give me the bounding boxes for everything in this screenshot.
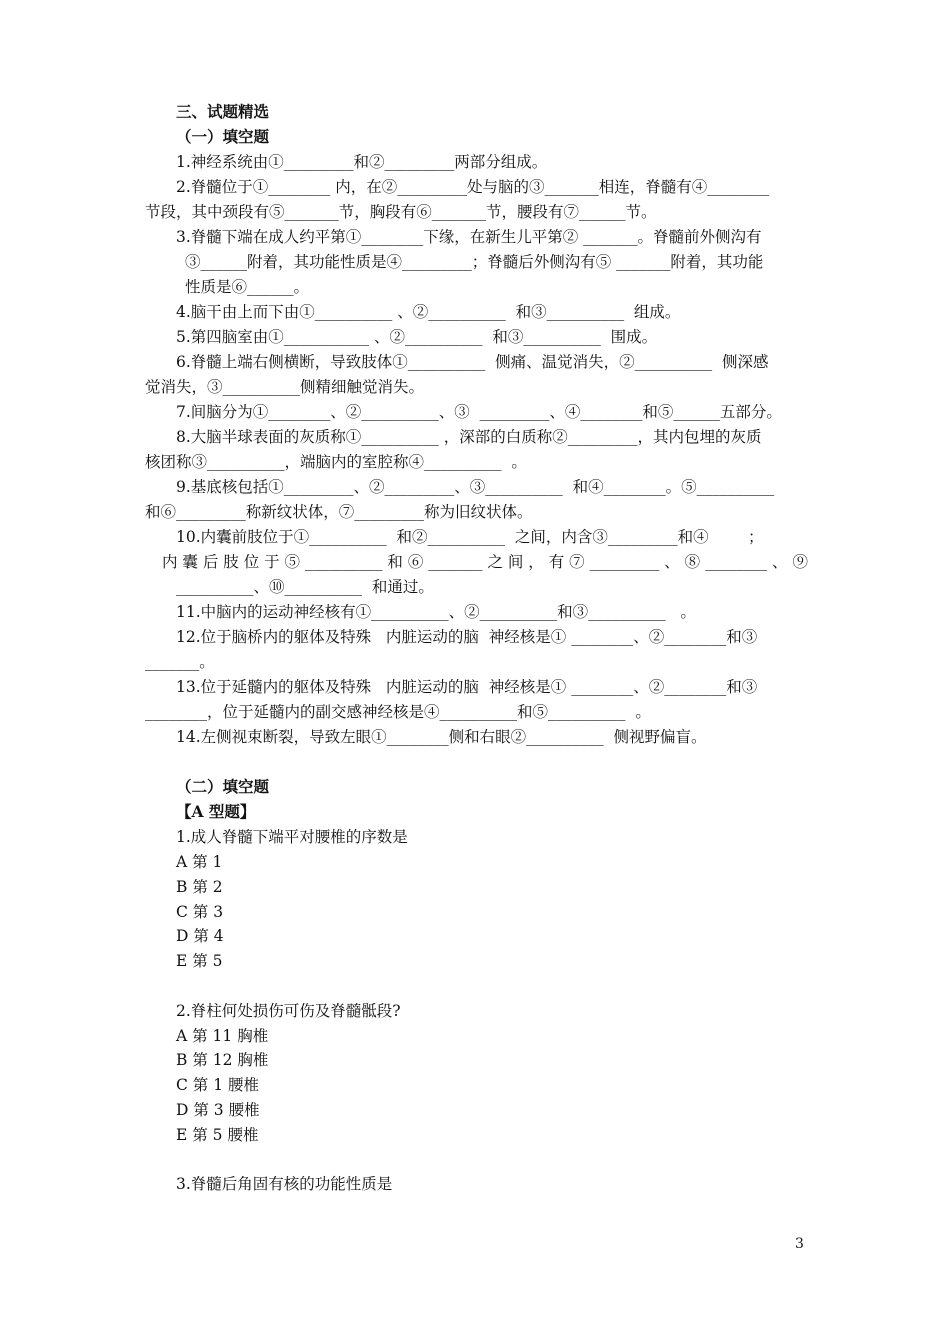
question-3-line-2: ③______附着，其功能性质是④_________；脊髓后外侧沟有⑤ _______附着，其功能 [185, 253, 764, 271]
question-14: 14.左侧视束断裂，导致左眼①________侧和右眼②__________ 侧视野偏盲。 [176, 728, 707, 746]
question-12-line-2: _______。 [145, 653, 215, 671]
question-10-line-3: __________、⑩__________ 和通过。 [176, 578, 434, 596]
mc-3-stem: 3.脊髓后角固有核的功能性质是 [176, 1175, 393, 1193]
question-1: 1.神经系统由①_________和②_________两部分组成。 [176, 153, 548, 171]
question-3-line-3: 性质是⑥______。 [185, 278, 310, 296]
page-number: 3 [795, 1236, 804, 1252]
question-3-line-1: 3.脊髓下端在成人约平第①________下缘，在新生儿平第② _______。脊髓前外侧沟有 [176, 228, 762, 246]
question-7: 7.间脑分为①________、②__________、③ _________、④________和⑤______五部分。 [176, 403, 782, 421]
mc-1-option-a: A 第 1 [176, 853, 223, 871]
question-13-line-1: 13.位于延髓内的躯体及特殊 内脏运动的脑 神经核是① ________、②________和③ [176, 678, 758, 696]
question-type-label: 【A 型题】 [176, 802, 256, 821]
mc-1-option-c: C 第 3 [176, 903, 224, 921]
question-9-line-1: 9.基底核包括①_________、②_________、③__________ 和④________。⑤__________ [176, 478, 775, 496]
mc-2-stem: 2.脊柱何处损伤可伤及脊髓骶段? [176, 1002, 401, 1020]
question-11: 11.中脑内的运动神经核有①__________、②__________和③__________ 。 [176, 603, 696, 621]
mc-1-option-d: D 第 4 [176, 927, 224, 945]
mc-1-option-e: E 第 5 [176, 952, 223, 970]
question-2-line-2: 节段，其中颈段有⑤_______节，胸段有⑥_______节，腰段有⑦______节。 [145, 203, 657, 221]
section-title: 三、试题精选 [176, 102, 270, 121]
question-10-line-1: 10.内囊前肢位于①__________ 和②__________ 之间，内含③_________和④ ； [176, 528, 764, 546]
question-6-line-2: 觉消失，③__________侧精细触觉消失。 [145, 378, 425, 396]
question-10-line-2: 内 囊 后 肢 位 于 ⑤ __________ 和 ⑥ _______ 之 间 ， 有 ⑦ _________ 、 ⑧ ________ 、 ⑨ [162, 553, 808, 571]
mc-1-option-b: B 第 2 [176, 878, 223, 896]
part2-title: （二）填空题 [176, 777, 270, 796]
question-12-line-1: 12.位于脑桥内的躯体及特殊 内脏运动的脑 神经核是① ________、②________和③ [176, 628, 758, 646]
mc-2-option-a: A 第 11 胸椎 [176, 1027, 269, 1045]
question-13-line-2: ________，位于延髓内的副交感神经核是④__________和⑤__________ 。 [145, 703, 651, 721]
mc-1-stem: 1.成人脊髓下端平对腰椎的序数是 [176, 828, 408, 846]
question-6-line-1: 6.脊髓上端右侧横断，导致肢体①__________ 侧痛、温觉消失，②__________ 侧深感 [176, 353, 769, 371]
question-8-line-2: 核团称③__________，端脑内的室腔称④__________ 。 [145, 453, 527, 471]
question-9-line-2: 和⑥_________称新纹状体，⑦_________称为旧纹状体。 [145, 503, 533, 521]
question-5: 5.第四脑室由①___________ 、②__________ 和③__________ 围成。 [176, 328, 658, 346]
part1-title: （一）填空题 [176, 127, 270, 146]
mc-2-option-d: D 第 3 腰椎 [176, 1101, 260, 1119]
question-4: 4.脑干由上而下由①__________ 、②__________ 和③__________ 组成。 [176, 303, 681, 321]
mc-2-option-b: B 第 12 胸椎 [176, 1051, 269, 1069]
mc-2-option-c: C 第 1 腰椎 [176, 1076, 260, 1094]
question-8-line-1: 8.大脑半球表面的灰质称①__________ ，深部的白质称②_________，其内包埋的灰质 [176, 428, 762, 446]
mc-2-option-e: E 第 5 腰椎 [176, 1126, 259, 1144]
question-2-line-1: 2.脊髓位于①________ 内，在②_________处与脑的③_______相连，脊髓有④________ [176, 178, 770, 196]
